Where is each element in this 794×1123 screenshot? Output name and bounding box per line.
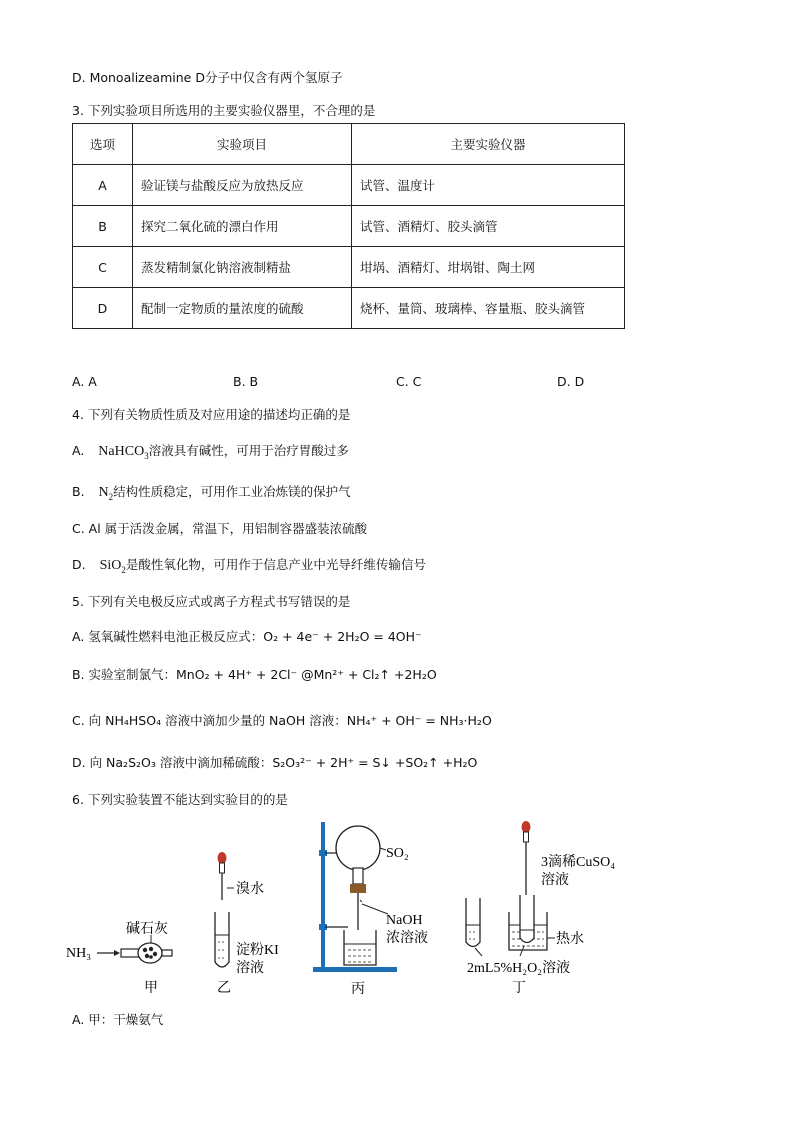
table-cell-item: 配制一定物质的量浓度的硫酸 [133,288,352,329]
lime-label: 碱石灰 [126,922,168,937]
dropper-bulb [522,821,531,833]
q3-answer-c: C. C [396,374,422,389]
flask-neck [353,868,363,884]
q3-answer-a: A. A [72,374,97,389]
q4-option-d [72,555,426,574]
q3-stem: 3. 下列实验项目所选用的主要实验仪器里，不合理的是 [72,103,376,118]
lime-granule [149,955,153,959]
apparatus-jia [66,921,172,996]
stopper [350,884,366,893]
table-row [73,247,625,288]
apparatus-yi [215,852,279,996]
q4-option-c: C. Al 属于活泼金属，常温下，用铝制容器盛装浓硫酸 [72,521,368,536]
stand-base [313,967,397,972]
table-cell-item: 蒸发精制氯化钠溶液制精盐 [133,247,352,288]
cuso4-label-2: 溶液 [541,873,569,888]
table-header: 选项 [73,124,133,165]
q6-stem: 6. 下列实验装置不能达到实验目的的是 [72,792,288,807]
label-leader [475,948,482,956]
table-row [73,288,625,329]
lime-granule [149,947,153,951]
q5-option-c: C. 向 NH₄HSO₄ 溶液中滴加少量的 NaOH 溶液：NH₄⁺ + OH⁻ = NH₃·H₂O [72,713,492,728]
table-cell-tools: 坩埚、酒精灯、坩埚钳、陶土网 [352,247,625,288]
jia-label: 甲 [144,981,158,996]
lime-granule [153,952,157,956]
table-header: 实验项目 [133,124,352,165]
so2-label: SO₂ [386,846,409,861]
chem-formula: NaHCO$_3$ [98,444,149,461]
table-cell-item: 探究二氧化硫的漂白作用 [133,206,352,247]
q5-stem: 5. 下列有关电极反应式或离子方程式书写错误的是 [72,594,351,609]
stand-rod [321,822,325,968]
beaker [344,930,376,965]
q6-option-a: A. 甲：干燥氨气 [72,1012,164,1027]
table-row [73,165,625,206]
drying-tube-outlet [162,950,172,956]
table-cell-tools: 试管、温度计 [352,165,625,206]
test-tube [215,912,229,967]
table-cell-option: A [73,165,133,206]
label-leader [362,904,388,914]
dropper-neck [524,832,529,842]
apparatus-ding [466,821,615,996]
option-text: 是酸性氧化物，可用作于信息产业中光导纤维传输信号 [125,557,426,572]
dropper-bulb [218,852,227,864]
lime-granule [143,948,147,952]
q5-option-b: B. 实验室制氯气：MnO₂ + 4H⁺ + 2Cl⁻ @Mn²⁺ + Cl₂↑ +2H₂O [72,667,437,682]
cuso4-label-1: 3滴稀CuSO₄ [541,855,616,870]
lime-granule [145,954,149,958]
q4-stem: 4. 下列有关物质性质及对应用途的描述均正确的是 [72,407,351,422]
dropper-neck [220,863,225,873]
table-cell-option: C [73,247,133,288]
option-text: 结构性质稳定，可用作工业冶炼镁的保护气 [113,484,351,499]
chem-formula: SiO$_2$ [99,558,126,575]
h2o2-label: 2mL5%H₂O₂溶液 [467,961,571,976]
table-cell-tools: 烧杯、量筒、玻璃棒、容量瓶、胶头滴管 [352,288,625,329]
ding-label: 丁 [512,981,526,996]
chem-formula: $N_2$ [98,485,114,502]
table-cell-tools: 试管、酒精灯、胶头滴管 [352,206,625,247]
option-label: D. [72,557,86,572]
apparatus-bing [313,822,428,997]
q4-option-a [72,441,349,460]
q3-table [72,123,625,329]
drying-tube-neck [121,949,139,957]
arrow-head [114,950,120,956]
yi-label: 乙 [217,981,231,996]
table-row [73,206,625,247]
test-tube-inner [520,895,534,943]
round-flask [336,826,380,870]
ki-label-1: 淀粉KI [236,943,279,958]
q3-answer-d: D. D [557,374,585,389]
table-header-row [73,124,625,165]
naoh-label-1: NaOH [386,913,423,928]
bromine-label: 溴水 [236,882,264,897]
option-label: A. [72,443,85,458]
ki-label-2: 溶液 [236,961,264,976]
table-header: 主要实验仪器 [352,124,625,165]
table-cell-option: D [73,288,133,329]
apparatus-figure [0,810,794,1005]
q5-option-d: D. 向 Na₂S₂O₃ 溶液中滴加稀硫酸：S₂O₃²⁻ + 2H⁺ = S↓ +SO₂↑ +H₂O [72,755,478,770]
q2-option-d: D. Monoalizeamine D分子中仅含有两个氢原子 [72,70,343,85]
option-text: 溶液具有碱性，可用于治疗胃酸过多 [148,443,349,458]
table-cell-option: B [73,206,133,247]
drying-tube-bulb [138,943,162,963]
table-cell-item: 验证镁与盐酸反应为放热反应 [133,165,352,206]
naoh-label-2: 浓溶液 [386,931,428,946]
q3-answer-b: B. B [233,374,259,389]
nh3-label: NH₃ [66,946,92,961]
hot-water-label: 热水 [556,932,584,947]
bing-label: 丙 [351,982,365,997]
option-label: B. [72,484,85,499]
q5-option-a: A. 氢氧碱性燃料电池正极反应式：O₂ + 4e⁻ + 2H₂O = 4OH⁻ [72,629,422,644]
q4-option-b [72,482,351,501]
